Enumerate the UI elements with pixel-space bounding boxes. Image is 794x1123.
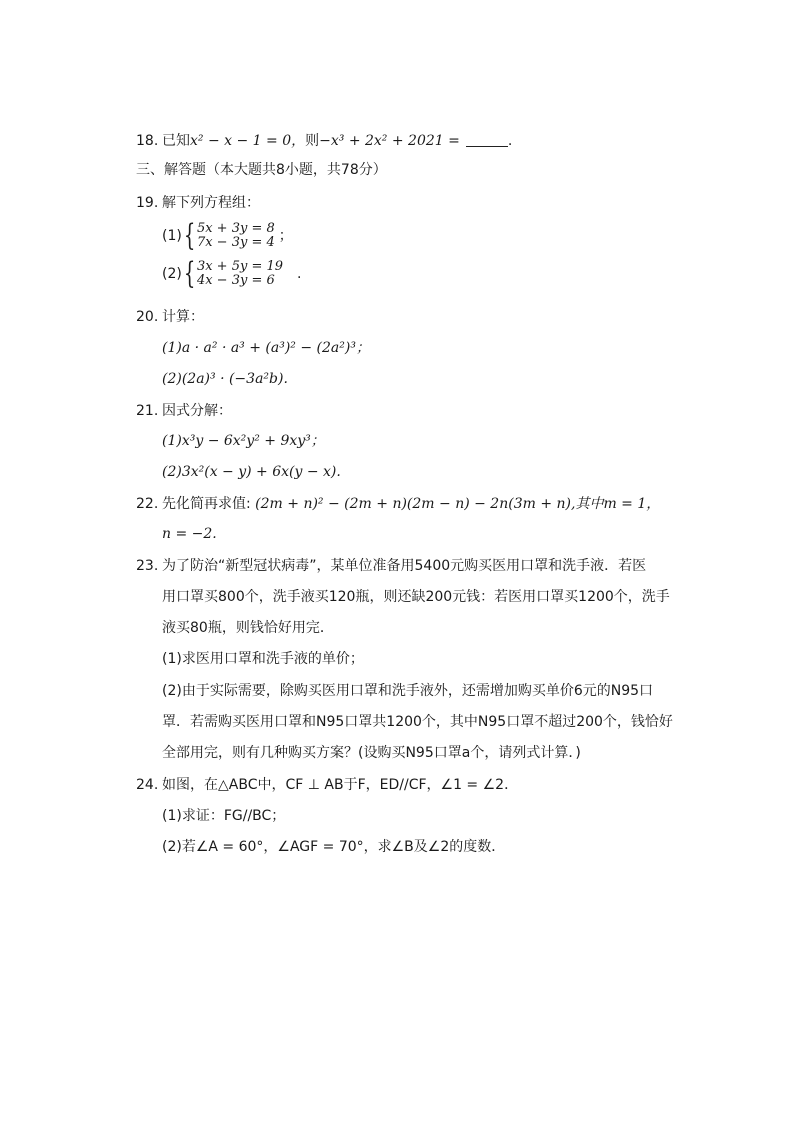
equation-system (197, 222, 275, 250)
part-label: (2) (162, 266, 182, 282)
q18-lead: 已知 (162, 133, 190, 149)
q19-part-1 (162, 218, 293, 254)
part-label: (1) (162, 228, 182, 244)
q21-part-2: (2)3x²(x − y) + 6x(y − x). (162, 464, 341, 480)
equation: 7x − 3y = 4 (196, 235, 275, 250)
part-end: . (297, 266, 302, 282)
q23-text-line-3: 液买80瓶，则钱恰好用完． (162, 620, 334, 636)
brace-icon: { (183, 218, 196, 253)
q18-target-expression: −x³ + 2x² + 2021 = (319, 133, 460, 149)
q20-part-1: (1)a · a² · a³ + (a³)² − (2a²)³； (162, 340, 370, 356)
q19-part-2 (162, 256, 302, 292)
question-number: 20. (136, 309, 159, 325)
q23-part-2-line-2: 罩．若需购买医用口罩和N95口罩共1200个，其中N95口罩不超过200个，钱恰好 (162, 714, 673, 730)
q20-part-2: (2)(2a)³ · (−3a²b). (162, 371, 288, 387)
q23-text-line-1: 为了防治“新型冠状病毒”，某单位准备用5400元购买医用口罩和洗手液．若医 (162, 558, 647, 574)
question-number: 23. (136, 558, 159, 574)
q18-given-equation: x² − x − 1 = 0， (190, 133, 306, 149)
q18-then: 则 (305, 133, 320, 149)
equation: 5x + 3y = 8 (196, 221, 275, 236)
question-stem: 计算： (162, 309, 204, 325)
q23-part-2-line-1: (2)由于实际需要，除购买医用口罩和洗手液外，还需增加购买单价6元的N95口 (162, 683, 654, 699)
equation: 3x + 5y = 19 (196, 259, 284, 274)
question-stem: 如图，在△ABC中，CF ⊥ AB于F，ED//CF，∠1 = ∠2． (162, 777, 519, 793)
question-stem: 因式分解： (162, 403, 232, 419)
question-number: 22. (136, 496, 159, 512)
question-number: 19. (136, 195, 159, 211)
q22-condition-2: n = −2. (162, 526, 217, 542)
question-number: 24. (136, 777, 159, 793)
q23-part-2-line-3: 全部用完，则有几种购买方案？(设购买N95口罩a个，请列式计算．) (162, 745, 581, 761)
q24-part-1: (1)求证：FG//BC； (162, 808, 286, 824)
part-end: ； (278, 228, 293, 244)
q18-period: . (507, 133, 513, 149)
answer-blank[interactable] (466, 132, 508, 147)
q21-part-1: (1)x³y − 6x²y² + 9xy³； (162, 433, 325, 449)
q23-text-line-2: 用口罩买800个，洗手液买120瓶，则还缺200元钱：若医用口罩买1200个，洗手 (162, 589, 670, 605)
brace-icon: { (183, 256, 196, 291)
q23-part-1: (1)求医用口罩和洗手液的单价； (162, 651, 364, 667)
q22-expression: (2m + n)² − (2m + n)(2m − n) − 2n(3m + n) (255, 496, 571, 512)
equation-system (197, 260, 283, 288)
q24-part-2: (2)若∠A = 60°，∠AGF = 70°，求∠B及∠2的度数． (162, 839, 506, 855)
section-title: 三、解答题（本大题共8小题，共78分） (136, 162, 387, 178)
section-header (136, 161, 387, 179)
q22-condition: ,其中m = 1， (571, 496, 661, 512)
question-stem: 先化简再求值: (162, 496, 256, 512)
question-stem: 解下列方程组： (162, 195, 260, 211)
question-number: 21. (136, 403, 159, 419)
question-number: 18. (136, 133, 159, 149)
equation: 4x − 3y = 6 (196, 273, 275, 288)
